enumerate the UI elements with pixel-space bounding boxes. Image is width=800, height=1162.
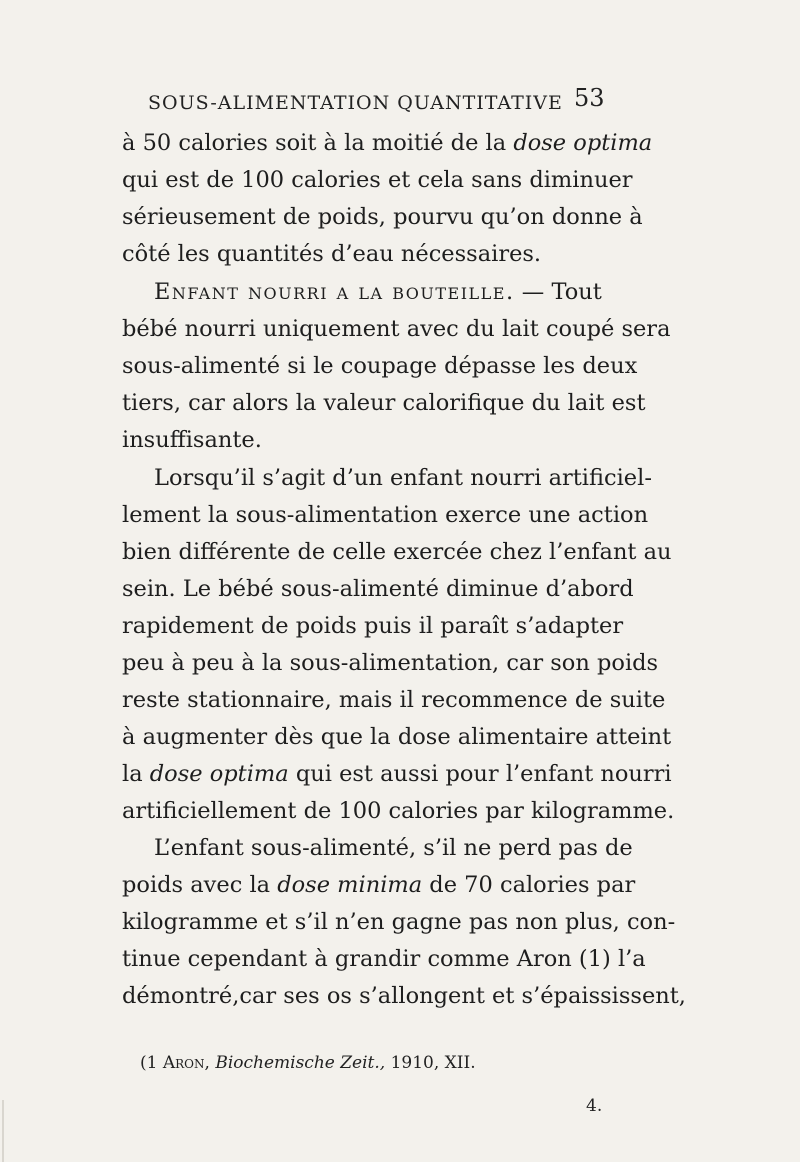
text-run: poids avec la xyxy=(122,872,278,898)
text-line: artificiellement de 100 calories par kilogramme. xyxy=(122,798,675,824)
text-line: à augmenter dès que la dose alimentaire atteint xyxy=(122,724,672,750)
emphasis-text: dose optima xyxy=(149,761,289,787)
text-line: peu à peu à la sous-alimentation, car son poids xyxy=(122,650,659,676)
text-line: insuffisante. xyxy=(122,427,262,453)
text-line: sein. Le bébé sous-alimenté diminue d’abord xyxy=(122,576,634,602)
running-title: SOUS-ALIMENTATION QUANTITATIVE xyxy=(148,92,563,114)
text-line xyxy=(122,758,672,790)
text-line: tinue cependant à grandir comme Aron (1) l’a xyxy=(122,946,646,972)
footnote-marker: (1 xyxy=(140,1053,158,1073)
text-line: kilogramme et s’il n’en gagne pas non plus, con- xyxy=(122,909,676,935)
footnote-reference: 1910, XII. xyxy=(390,1053,476,1073)
text-run: — Tout xyxy=(514,279,602,305)
text-line: tiers, car alors la valeur calorifique du lait est xyxy=(122,390,646,416)
text-line: démontré,car ses os s’allongent et s’épaississent, xyxy=(122,983,686,1009)
page-number: 53 xyxy=(574,84,605,112)
text-line: Lorsqu’il s’agit d’un enfant nourri artificiel- xyxy=(154,465,652,491)
text-line: rapidement de poids puis il paraît s’adapter xyxy=(122,613,624,639)
footnote xyxy=(140,1053,476,1073)
text-line: reste stationnaire, mais il recommence de suite xyxy=(122,687,666,713)
emphasis-text: dose minima xyxy=(277,872,423,898)
footnote-title: Biochemische Zeit., xyxy=(215,1053,386,1073)
text-run: de 70 calories par xyxy=(422,872,636,898)
text-line: qui est de 100 calories et cela sans diminuer xyxy=(122,167,633,193)
signature-mark: 4. xyxy=(586,1096,603,1116)
text-run: la xyxy=(122,761,150,787)
text-line: bien différente de celle exercée chez l’enfant au xyxy=(122,539,672,565)
text-line: côté les quantités d’eau nécessaires. xyxy=(122,241,542,267)
text-line: sérieusement de poids, pourvu qu’on donne à xyxy=(122,204,643,230)
page-edge-mark xyxy=(2,1100,4,1162)
text-line: sous-alimenté si le coupage dépasse les deux xyxy=(122,353,638,379)
text-line: lement la sous-alimentation exerce une action xyxy=(122,502,649,528)
text-line: bébé nourri uniquement avec du lait coupé sera xyxy=(122,316,671,342)
text-run: à 50 calories soit à la moitié de la xyxy=(122,130,514,156)
text-run: qui est aussi pour l’enfant nourri xyxy=(288,761,672,787)
text-line xyxy=(122,127,652,159)
footnote-author: Aron, xyxy=(162,1053,210,1073)
text-line: L’enfant sous-alimenté, s’il ne perd pas de xyxy=(154,835,633,861)
section-heading-line xyxy=(154,276,602,308)
emphasis-text: dose optima xyxy=(513,130,653,156)
text-line xyxy=(122,869,635,901)
section-heading: Enfant nourri a la bouteille. xyxy=(154,279,515,305)
